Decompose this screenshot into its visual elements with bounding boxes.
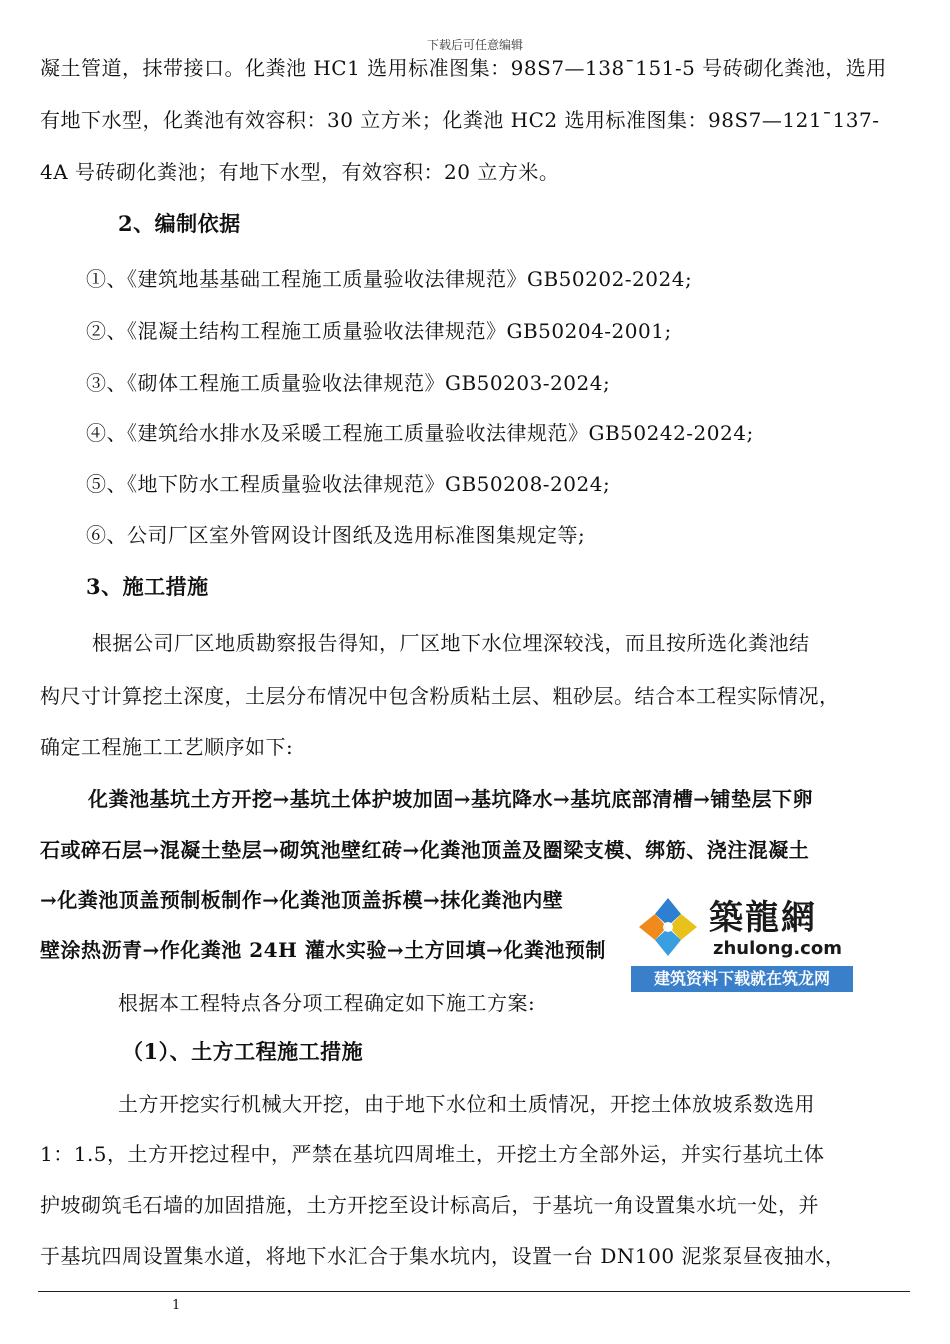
- basis-item: ①、《建筑地基基础工程施工质量验收法律规范》GB50202-2024;: [86, 267, 693, 291]
- paragraph-line: 土方开挖实行机械大开挖，由于地下水位和土质情况，开挖土体放坡系数选用: [118, 1092, 815, 1116]
- zhulong-logo-icon: [637, 896, 699, 958]
- watermark-url: zhulong.com: [713, 938, 842, 959]
- section-heading-basis: 2、编制依据: [118, 211, 241, 236]
- paragraph-line: 根据本工程特点各分项工程确定如下施工方案:: [118, 991, 536, 1015]
- watermark-banner: 建筑资料下载就在筑龙网: [631, 966, 853, 992]
- watermark-title: 築龍網: [709, 898, 817, 938]
- process-sequence-line: 壁涂热沥青→作化粪池 24H 灌水实验→土方回填→化粪池预制: [40, 938, 606, 962]
- intro-line: 凝土管道，抹带接口。化粪池 HC1 选用标准图集：98S7—138¯151-5 号砖砌化粪池，选用: [40, 56, 887, 80]
- footer-rule: [38, 1291, 910, 1292]
- paragraph-line: 根据公司厂区地质勘察报告得知，厂区地下水位埋深较浅，而且按所选化粪池结: [92, 631, 810, 655]
- intro-line: 4A 号砖砌化粪池；有地下水型，有效容积：20 立方米。: [40, 160, 560, 184]
- paragraph-line: 护坡砌筑毛石墙的加固措施，土方开挖至设计标高后，于基坑一角设置集水坑一处，并: [40, 1193, 819, 1217]
- paragraph-line: 构尺寸计算挖土深度，土层分布情况中包含粉质粘土层、粗砂层。结合本工程实际情况，: [40, 684, 840, 708]
- sub-heading-earthwork: （1）、土方工程施工措施: [122, 1039, 364, 1064]
- header-note: 下载后可任意编辑: [426, 38, 523, 52]
- section-heading-measures: 3、施工措施: [86, 574, 209, 599]
- paragraph-line: 于基坑四周设置集水道，将地下水汇合于集水坑内，设置一台 DN100 泥浆泵昼夜抽水，: [40, 1244, 846, 1268]
- process-sequence-line: →化粪池顶盖预制板制作→化粪池顶盖拆模→抹化粪池内壁: [40, 888, 564, 912]
- basis-item: ②、《混凝土结构工程施工质量验收法律规范》GB50204-2001;: [86, 319, 672, 343]
- basis-item: ⑤、《地下防水工程质量验收法律规范》GB50208-2024;: [86, 472, 611, 496]
- basis-item: ⑥、公司厂区室外管网设计图纸及选用标准图集规定等;: [86, 523, 586, 547]
- basis-item: ③、《砌体工程施工质量验收法律规范》GB50203-2024;: [86, 371, 611, 395]
- zhulong-watermark: [631, 888, 853, 998]
- intro-line: 有地下水型，化粪池有效容积：30 立方米；化粪池 HC2 选用标准图集：98S7—121¯137-: [40, 108, 880, 132]
- process-sequence-line: 化粪池基坑土方开挖→基坑土体护坡加固→基坑降水→基坑底部清槽→铺垫层下卵: [88, 787, 814, 811]
- paragraph-line: 确定工程施工工艺顺序如下:: [40, 735, 294, 759]
- paragraph-line: 1：1.5，土方开挖过程中，严禁在基坑四周堆土，开挖土方全部外运，并实行基坑土体: [40, 1142, 825, 1166]
- basis-item: ④、《建筑给水排水及采暖工程施工质量验收法律规范》GB50242-2024;: [86, 421, 754, 445]
- page-number: 1: [172, 1298, 181, 1313]
- process-sequence-line: 石或碎石层→混凝土垫层→砌筑池壁红砖→化粪池顶盖及圈梁支模、绑筋、浇注混凝土: [40, 838, 810, 862]
